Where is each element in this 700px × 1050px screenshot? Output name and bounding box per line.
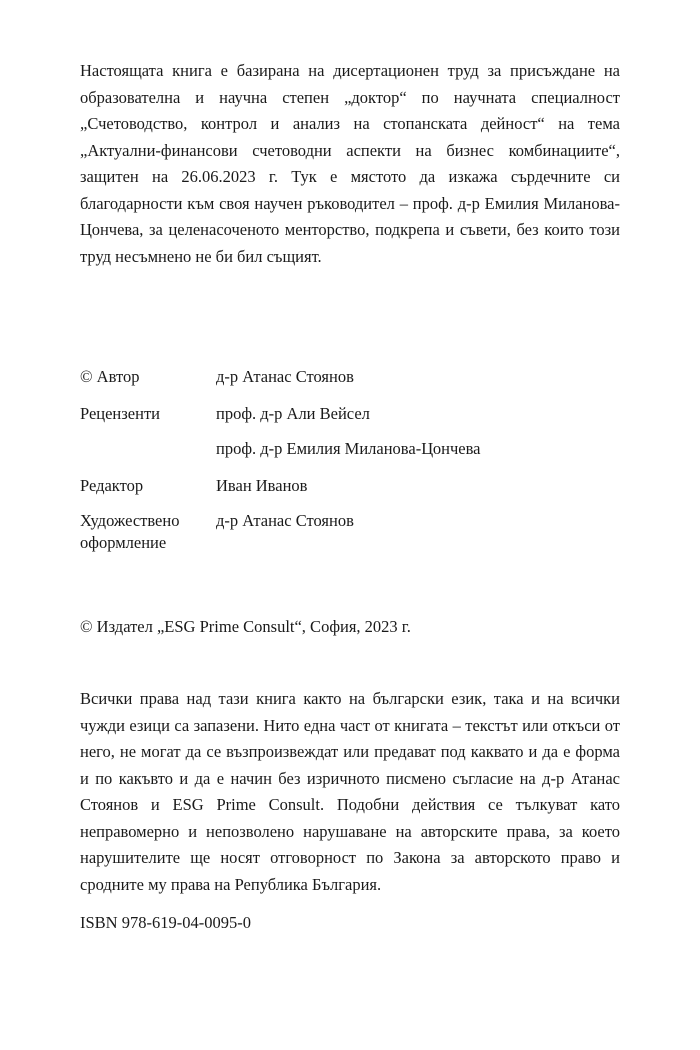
credit-row-reviewer-2 bbox=[80, 438, 620, 460]
author-label: © Автор bbox=[80, 367, 140, 386]
design-label: Художествено оформление bbox=[80, 511, 180, 552]
author-value: д-р Атанас Стоянов bbox=[216, 367, 354, 386]
rights-paragraph: Всички права над тази книга както на български език, така и на всички чужди езици са запазени. Нито една част от книгата – текстът или откъси от него, не могат да се възпроизвеждат или предават под каквато и да е форма и по какъвто и да е начин без изричното писмено съгласие на д-р Атанас Стоянов и ESG Prime Consult. Подобни действия се тълкуват като неправомерно и непозволено нарушаване на авторските права, за което нарушителите ще носят отговорност по Закона за авторското право и сродните му права на Република България. bbox=[80, 689, 620, 894]
reviewer-2: проф. д-р Емилия Миланова-Цончева bbox=[216, 439, 481, 458]
isbn: ISBN 978-619-04-0095-0 bbox=[80, 913, 251, 932]
copyright-page bbox=[80, 58, 620, 934]
intro-paragraph: Настоящата книга е базирана на дисертационен труд за присъждане на образователна и научна степен „доктор“ по научната специалност „Счетоводство, контрол и анализ на стопанската дейност“ на тема „Актуални-финансови счетоводни аспекти на бизнес комбинациите“, защитен на 26.06.2023 г. Тук е мястото да изкажа сърдечните си благодарности към своя научен ръководител – проф. д-р Емилия Миланова-Цончева, за целенасоченото менторство, подкрепа и съвети, без които този труд несъмнено не би бил същият. bbox=[80, 61, 620, 266]
reviewers-label: Рецензенти bbox=[80, 404, 160, 423]
reviewer-1: проф. д-р Али Вейсел bbox=[216, 404, 370, 423]
credit-row-reviewers bbox=[80, 403, 620, 425]
editor-label: Редактор bbox=[80, 476, 144, 495]
editor-value: Иван Иванов bbox=[216, 476, 308, 495]
credit-row-author bbox=[80, 366, 620, 388]
publisher-line: © Издател „ESG Prime Consult“, София, 2023 г. bbox=[80, 617, 411, 636]
credit-row-design bbox=[80, 510, 620, 554]
credit-row-editor bbox=[80, 475, 620, 497]
design-value: д-р Атанас Стоянов bbox=[216, 511, 354, 530]
credits-block bbox=[80, 366, 620, 554]
